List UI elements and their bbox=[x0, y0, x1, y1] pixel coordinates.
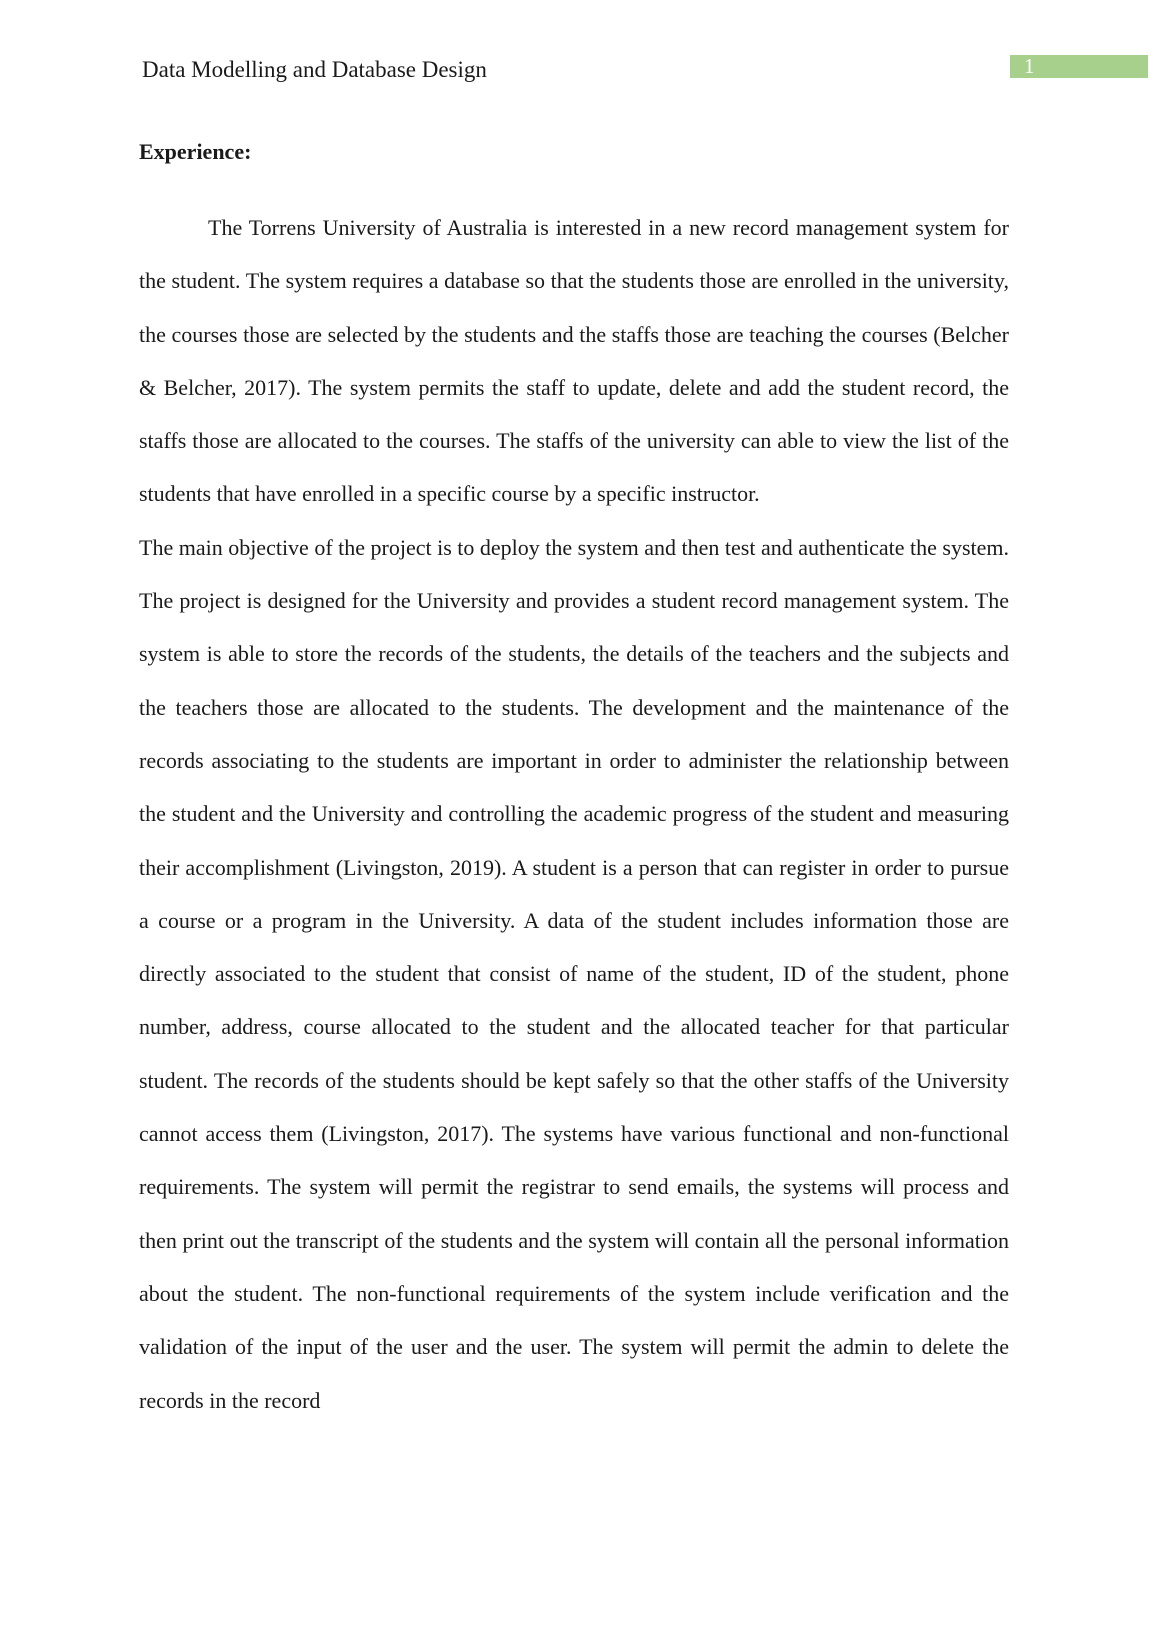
paragraph-intro: The Torrens University of Australia is interested in a new record management system for the student. The system requires a database so that the students those are enrolled in the university, the courses those are selected by the students and the staffs those are teaching the courses (Belcher & Belcher, 2017). The system permits the staff to update, delete and add the student record, the staffs those are allocated to the courses. The staffs of the university can able to view the list of the students that have enrolled in a specific course by a specific instructor. bbox=[139, 215, 1009, 507]
page-number-bar bbox=[1010, 55, 1148, 78]
page-number: 1 bbox=[1024, 54, 1035, 78]
document-body bbox=[139, 136, 1009, 1427]
paragraph-objective: The main objective of the project is to deploy the system and then test and authenticate the system. The project is designed for the University and provides a student record management system. The system is able to store the records of the students, the details of the teachers and the subjects and the teachers those are allocated to the students. The development and the maintenance of the records associating to the students are important in order to administer the relationship between the student and the University and controlling the academic progress of the student and measuring their accomplishment (Livingston, 2019). A student is a person that can register in order to pursue a course or a program in the University. A data of the student includes information those are directly associated to the student that consist of name of the student, ID of the student, phone number, address, course allocated to the student and the allocated teacher for that particular student. The records of the students should be kept safely so that the other staffs of the University cannot access them (Livingston, 2017). The systems have various functional and non-functional requirements. The system will permit the registrar to send emails, the systems will process and then print out the transcript of the students and the system will contain all the personal information about the student. The non-functional requirements of the system include verification and the validation of the input of the user and the user. The system will permit the admin to delete the records in the record bbox=[139, 534, 1009, 1413]
running-header-title: Data Modelling and Database Design bbox=[142, 57, 487, 82]
section-heading: Experience: bbox=[139, 139, 252, 164]
